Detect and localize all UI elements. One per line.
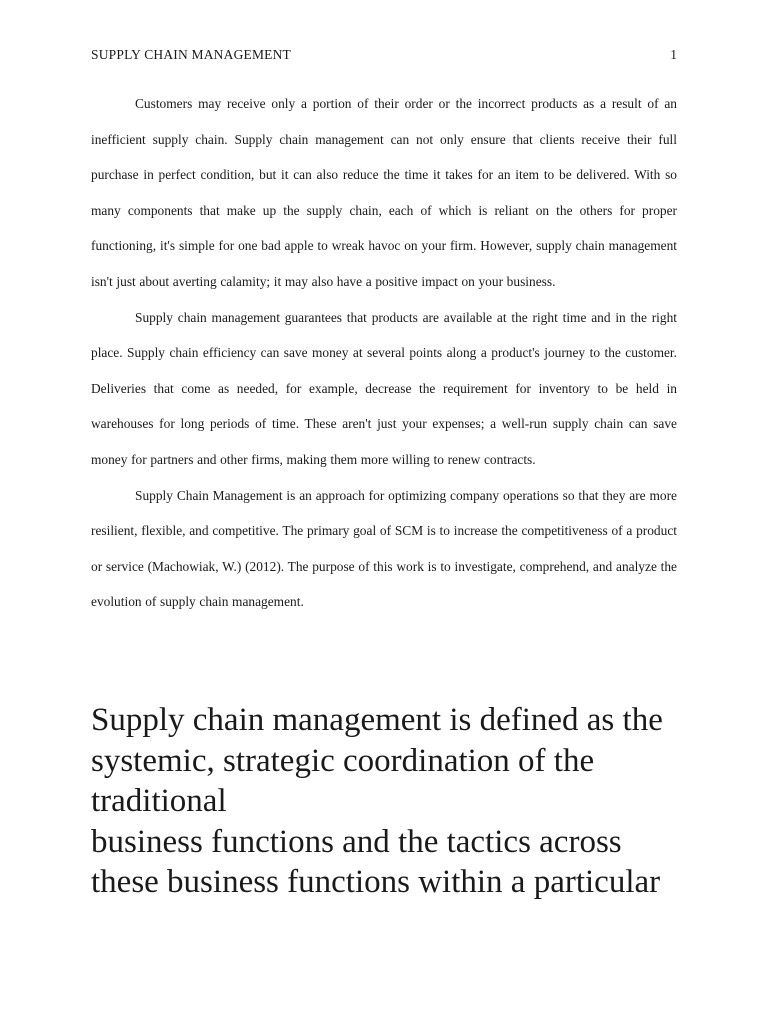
large-text-line: Supply chain management is defined as the [91, 702, 663, 738]
large-text-line: these business functions within a particular [91, 864, 661, 900]
paragraph: Supply Chain Management is an approach for optimizing company operations so that they are more resilient, flexible, and competitive. The primary goal of SCM is to increase the competitiveness of a product or service (Machowiak, W.) (2012). The purpose of this work is to investigate, comprehend, and analyze the evolution of supply chain management. [91, 487, 677, 610]
paragraph: Customers may receive only a portion of their order or the incorrect products as a result of an inefficient supply chain. Supply chain management can not only ensure that clients receive their full purchase in perfect condition, but it can also reduce the time it takes for an item to be delivered. With so many components that make up the supply chain, each of which is reliant on the others for proper functioning, it's simple for one bad apple to wreak havoc on your firm. However, supply chain management isn't just about averting calamity; it may also have a positive impact on your business. [91, 96, 677, 289]
large-text-line: systemic, strategic coordination of the [91, 742, 595, 779]
document-body [91, 86, 677, 620]
large-definition-text [91, 700, 691, 903]
page-number: 1 [670, 47, 677, 62]
large-text-line: traditional [91, 783, 227, 819]
running-head: SUPPLY CHAIN MANAGEMENT [91, 47, 292, 62]
paragraph: Supply chain management guarantees that products are available at the right time and in the right place. Supply chain efficiency can save money at several points along a product's journey to the customer. Deliveries that come as needed, for example, decrease the requirement for inventory to be held in warehouses for long periods of time. These aren't just your expenses; a well-run supply chain can save money for partners and other firms, making them more willing to renew contracts. [91, 309, 677, 467]
large-text-line: business functions and the tactics across [91, 823, 622, 860]
